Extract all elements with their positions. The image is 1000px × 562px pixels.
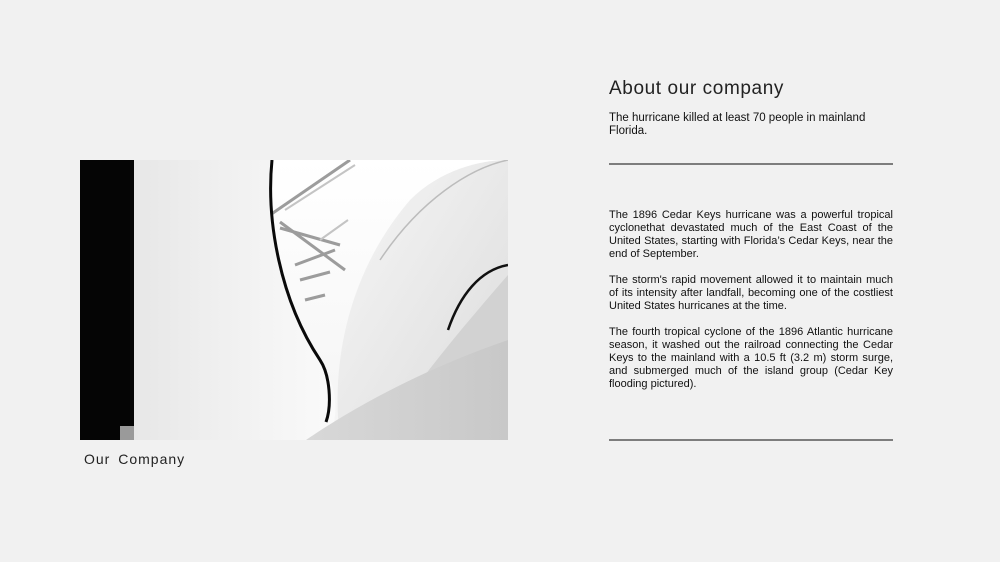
body-text	[609, 209, 893, 404]
architecture-photo	[80, 160, 508, 440]
subtitle: The hurricane killed at least 70 people in mainland Florida.	[609, 112, 866, 137]
architecture-image	[80, 160, 508, 440]
paragraph-3: The fourth tropical cyclone of the 1896 Atlantic hurricane season, it washed out the railroad connecting the Cedar Keys to the mainland with a 10.5 ft (3.2 m) storm surge, and submerged much of the island group (Cedar Key flooding pictured).	[609, 326, 893, 390]
paragraph-2: The storm's rapid movement allowed it to maintain much of its intensity after landfall, becoming one of the costliest United States hurricanes at the time.	[609, 274, 893, 312]
photo-caption: Our Company	[84, 451, 186, 467]
page-title: About our company	[609, 78, 784, 99]
bottom-divider	[609, 439, 893, 441]
paragraph-1: The 1896 Cedar Keys hurricane was a powerful tropical cyclonethat devastated much of the East Coast of the United States, starting with Florida’s Cedar Keys, near the end of September.	[609, 209, 893, 260]
top-divider	[609, 163, 893, 165]
